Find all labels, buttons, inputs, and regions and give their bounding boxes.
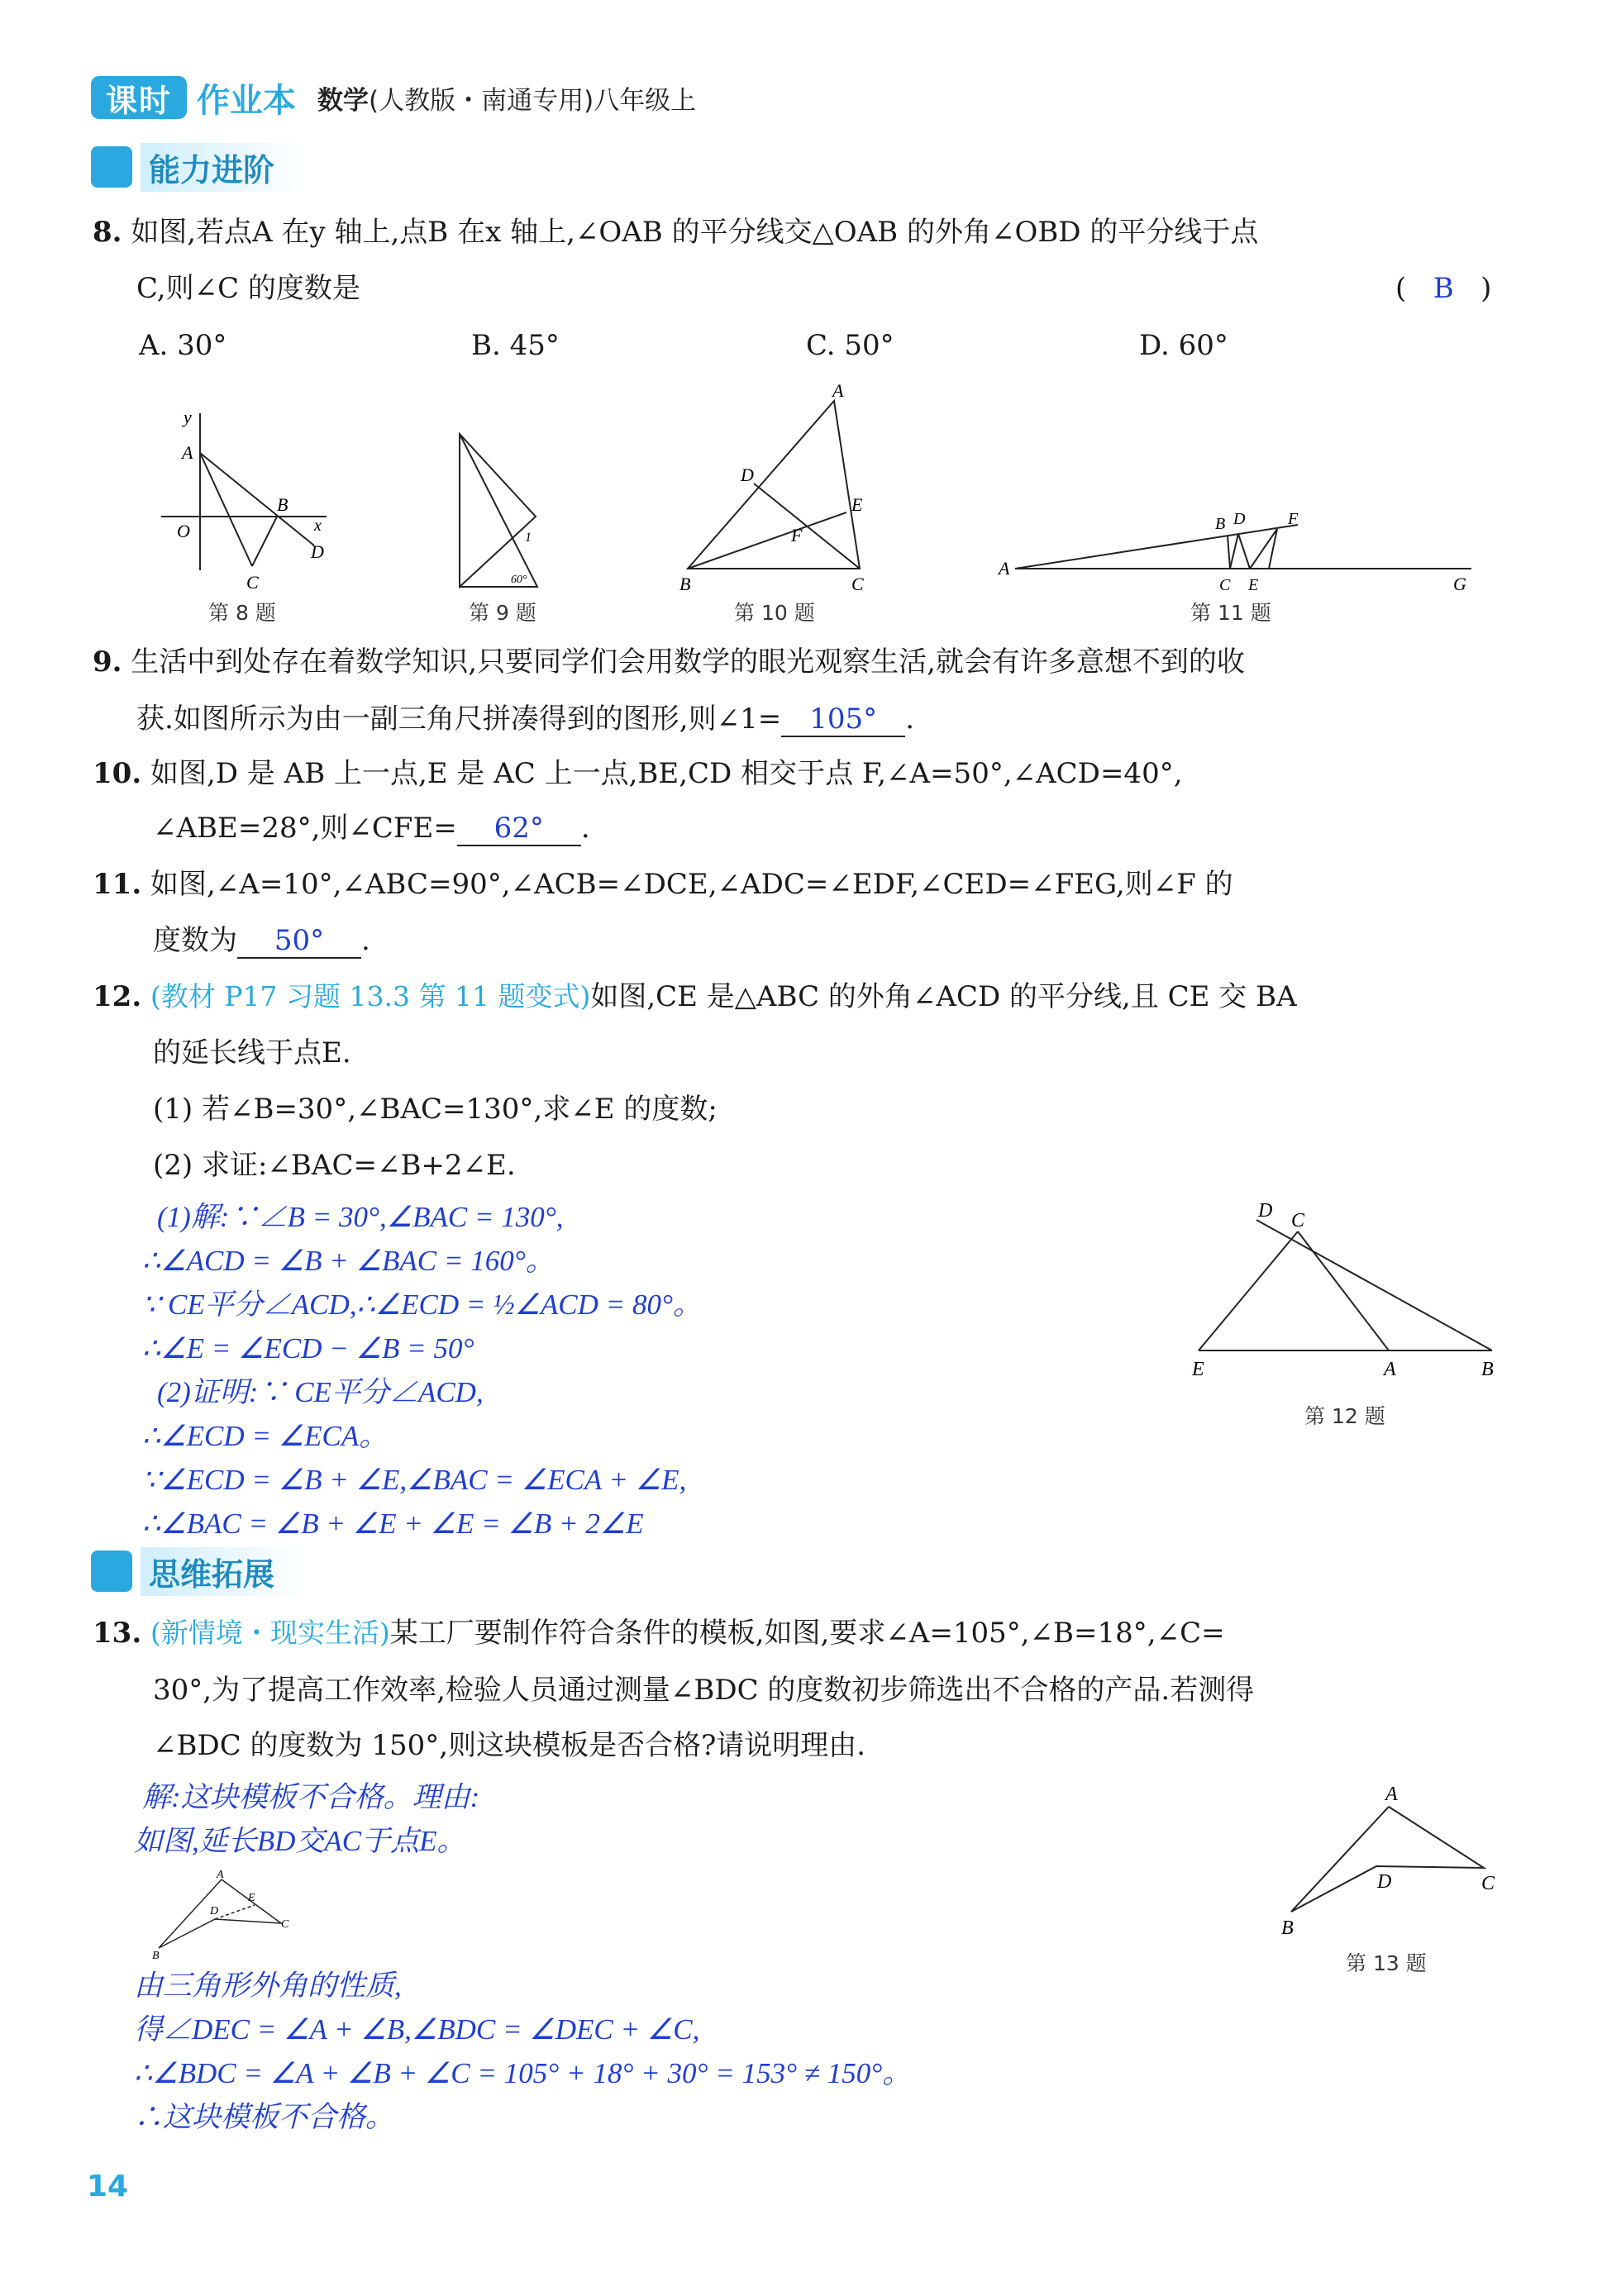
question-13-solution-top [134, 1775, 479, 1863]
section-title-1: 能力进阶 [141, 143, 308, 192]
figure-8 [149, 405, 339, 603]
solution-line: 如图,延长BD交AC于点E。 [134, 1825, 466, 1857]
question-number: 10. [93, 757, 142, 790]
edition: (人教版・南通专用)八年级上 [369, 85, 697, 116]
svg-text:B: B [1481, 1359, 1494, 1380]
question-number: 9. [93, 645, 122, 679]
figure-13 [1273, 1775, 1504, 1941]
question-12-solution [142, 1195, 702, 1546]
question-number: 11. [93, 868, 142, 901]
svg-text:A: A [217, 1870, 224, 1881]
option-d: D. 60° [1139, 329, 1228, 362]
question-12-part2: (2) 求证:∠BAC=∠B+2∠E. [153, 1149, 516, 1182]
figure-8-caption: 第 8 题 [208, 601, 276, 625]
subject-line [317, 79, 696, 117]
book-title: 作业本 [197, 81, 296, 120]
solution-line: ∴∠E = ∠ECD − ∠B = 50° [142, 1332, 474, 1365]
figure-11-caption: 第 11 题 [1190, 601, 1271, 625]
question-11-line2: 度数为 50° . [153, 924, 370, 957]
svg-text:E: E [1248, 576, 1259, 594]
question-12-line2: 的延长线于点E. [153, 1036, 351, 1069]
header [91, 73, 696, 122]
figure-9-caption: 第 9 题 [469, 601, 536, 625]
question-10-line2: ∠ABE=28°,则∠CFE= 62° . [153, 812, 590, 845]
subject: 数学 [317, 85, 369, 116]
solution-line: ∴∠BDC = ∠A + ∠B + ∠C = 105° + 18° + 30° = 153° ≠ 150°。 [134, 2057, 912, 2089]
svg-text:A: A [1384, 1359, 1396, 1380]
question-text: ∠ABE=28°,则∠CFE= [153, 812, 457, 845]
svg-text:O: O [177, 521, 190, 541]
svg-text:B: B [1215, 515, 1226, 533]
solution-line: (1)解:∵∠B = 30°,∠BAC = 130°, [157, 1201, 564, 1233]
figure-12 [1182, 1197, 1504, 1387]
figure-9 [446, 430, 562, 595]
figure-10 [671, 380, 878, 599]
figure-13-caption: 第 13 题 [1346, 1951, 1427, 1975]
question-text: 某工厂要制作符合条件的模板,如图,要求∠A=105°,∠B=18°,∠C= [389, 1617, 1225, 1650]
svg-text:E: E [1192, 1359, 1204, 1380]
svg-text:C: C [1291, 1210, 1305, 1231]
question-13-line1 [93, 1613, 1225, 1653]
solution-line: ∵∠ECD = ∠B + ∠E,∠BAC = ∠ECA + ∠E, [142, 1464, 687, 1496]
question-8-line1 [93, 212, 1258, 252]
pencil-icon [91, 1551, 132, 1592]
figure-10-caption: 第 10 题 [734, 601, 815, 625]
solution-line: ∴∠BAC = ∠B + ∠E + ∠E = ∠B + 2∠E [142, 1508, 644, 1540]
logo: 课时 [91, 76, 187, 119]
svg-text:F: F [791, 525, 803, 545]
question-text: 如图,D 是 AB 上一点,E 是 AC 上一点,BE,CD 相交于点 F,∠A=50°,∠ACD=40°, [150, 757, 1183, 790]
pencil-icon [91, 146, 132, 188]
svg-text:E: E [851, 494, 863, 515]
svg-text:D: D [210, 1905, 219, 1917]
solution-line: 得∠DEC = ∠A + ∠B,∠BDC = ∠DEC + ∠C, [134, 2013, 700, 2046]
svg-text:60°: 60° [511, 574, 527, 586]
svg-text:D: D [1377, 1871, 1392, 1893]
solution-line: ∴这块模板不合格。 [134, 2101, 395, 2133]
svg-text:C: C [851, 574, 864, 594]
answer-blank: 62° [457, 812, 581, 846]
question-11-line1 [93, 865, 1233, 904]
answer-choice: B [1433, 272, 1454, 305]
svg-text:C: C [246, 572, 259, 593]
svg-text:D: D [741, 464, 754, 485]
svg-text:F: F [1288, 510, 1299, 528]
section-title-2: 思维拓展 [141, 1547, 308, 1596]
svg-text:D: D [1258, 1200, 1273, 1222]
figure-12-caption: 第 12 题 [1304, 1404, 1385, 1428]
svg-text:C: C [1219, 576, 1231, 594]
figure-11 [992, 504, 1488, 603]
svg-text:C: C [281, 1918, 289, 1931]
solution-line: 由三角形外角的性质, [134, 1970, 402, 2002]
question-text: 获.如图所示为由一副三角尺拼凑得到的图形,则∠1= [136, 703, 782, 736]
question-text: 如图,∠A=10°,∠ABC=90°,∠ACB=∠DCE,∠ADC=∠EDF,∠CED=∠FEG,则∠F 的 [150, 868, 1233, 901]
question-13-line2: 30°,为了提高工作效率,检验人员通过测量∠BDC 的度数初步筛选出不合格的产品.若测得 [153, 1674, 1255, 1707]
solution-line: 解:这块模板不合格。理由: [142, 1781, 480, 1813]
question-text: 生活中到处存在着数学知识,只要同学们会用数学的眼光观察生活,就会有许多意想不到的收 [131, 645, 1245, 679]
question-text: 如图,CE 是△ABC 的外角∠ACD 的平分线,且 CE 交 BA [590, 980, 1297, 1013]
source-tag: (新情境・现实生活) [150, 1617, 390, 1649]
svg-text:B: B [1281, 1917, 1294, 1939]
question-13-solution-bottom [134, 1964, 911, 2139]
svg-text:y: y [184, 407, 192, 427]
question-8-line2: C,则∠C 的度数是 [136, 272, 360, 305]
svg-text:D: D [311, 541, 324, 562]
question-10-line1 [93, 754, 1183, 793]
answer-bracket: ( B ) [1395, 272, 1492, 305]
svg-text:A: A [832, 380, 844, 401]
question-number: 13. [93, 1617, 142, 1650]
question-text: 如图,若点A 在y 轴上,点B 在x 轴上,∠OAB 的平分线交△OAB 的外角∠OBD 的平分线于点 [131, 216, 1259, 249]
option-a: A. 30° [139, 329, 227, 362]
solution-line: ∵ CE平分∠ACD,∴∠ECD = ½∠ACD = 80°。 [142, 1289, 702, 1321]
question-number: 12. [93, 980, 142, 1013]
svg-text:B: B [679, 574, 691, 594]
svg-text:B: B [152, 1950, 160, 1960]
question-9-line1 [93, 642, 1245, 682]
option-c: C. 50° [806, 329, 894, 362]
solution-line: (2)证明:∵ CE平分∠ACD, [157, 1376, 484, 1408]
page-number: 14 [87, 2170, 129, 2203]
svg-text:D: D [1233, 510, 1246, 528]
svg-text:E: E [248, 1892, 255, 1904]
svg-text:G: G [1453, 574, 1466, 594]
question-12-line1 [93, 977, 1297, 1017]
solution-line: ∴∠ECD = ∠ECA。 [142, 1420, 389, 1452]
solution-sketch [149, 1870, 289, 1960]
svg-text:A: A [182, 442, 193, 463]
svg-text:1: 1 [525, 531, 532, 545]
svg-text:x: x [314, 517, 322, 535]
svg-text:A: A [999, 558, 1010, 579]
svg-text:C: C [1481, 1873, 1495, 1894]
question-12-part1: (1) 若∠B=30°,∠BAC=130°,求∠E 的度数; [153, 1093, 718, 1126]
section-heading-1 [91, 146, 308, 188]
question-text: 度数为 [153, 924, 237, 957]
answer-blank: 105° [781, 703, 905, 737]
question-9-line2: 获.如图所示为由一副三角尺拼凑得到的图形,则∠1= 105° . [136, 703, 915, 736]
solution-line: ∴∠ACD = ∠B + ∠BAC = 160°。 [142, 1245, 555, 1277]
question-13-line3: ∠BDC 的度数为 150°,则这块模板是否合格?请说明理由. [153, 1729, 866, 1762]
option-b: B. 45° [471, 329, 560, 362]
answer-blank: 50° [237, 924, 361, 959]
source-tag: (教材 P17 习题 13.3 第 11 题变式) [150, 980, 591, 1012]
section-heading-2 [91, 1551, 308, 1592]
svg-text:A: A [1385, 1784, 1398, 1805]
question-number: 8. [93, 216, 122, 249]
svg-text:B: B [277, 494, 288, 515]
